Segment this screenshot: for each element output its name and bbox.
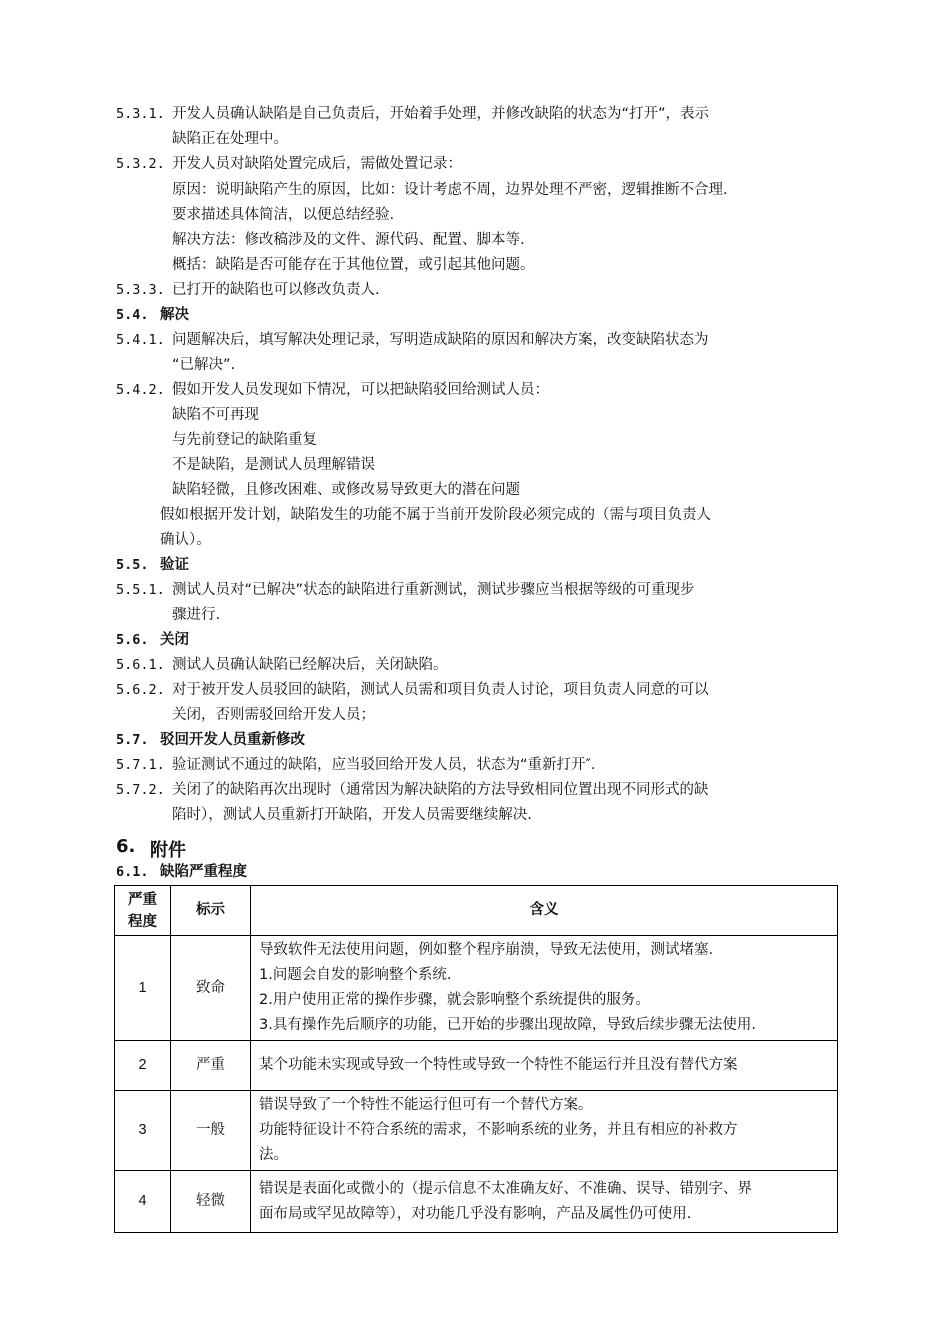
record-solution: 解决方法：修改稿涉及的文件、源代码、配置、脚本等. [172, 232, 525, 248]
item-number: 5.6.1. [116, 657, 165, 673]
reason-extra: 确认）。 [160, 532, 211, 548]
item-number: 5.3.2. [116, 156, 165, 172]
meaning-line: 导致软件无法使用问题，例如整个程序崩溃，导致无法使用，测试堵塞. [259, 942, 714, 958]
meaning-line: 错误导致了一个特性不能运行但可有一个替代方案。 [259, 1097, 593, 1113]
severity-mark: 致命 [171, 936, 251, 1041]
item-text: 开发人员确认缺陷是自己负责后，开始着手处理，并修改缺陷的状态为“打开”，表示 [172, 106, 710, 122]
item-text: “已解决”. [172, 357, 236, 373]
reason-item: 与先前登记的缺陷重复 [172, 432, 317, 448]
item-text: 测试人员对“已解决”状态的缺陷进行重新测试，测试步骤应当根据等级的可重现步 [172, 582, 695, 598]
item-number: 5.3.3. [116, 282, 165, 298]
table-row [115, 936, 838, 1041]
severity-table [114, 885, 838, 1233]
item-text: 问题解决后，填写解决处理记录，写明造成缺陷的原因和解决方案，改变缺陷状态为 [172, 332, 709, 348]
severity-mark: 一般 [171, 1091, 251, 1171]
item-text: 验证测试不通过的缺陷，应当驳回给开发人员，状态为“重新打开″. [172, 757, 596, 773]
section-title: 关闭 [160, 632, 189, 648]
chapter-title: 附件 [150, 840, 186, 861]
section-title: 驳回开发人员重新修改 [160, 732, 305, 748]
item-number: 5.4.2. [116, 382, 165, 398]
record-summary: 概括：缺陷是否可能存在于其他位置，或引起其他问题。 [172, 257, 535, 273]
meaning-line: 3.具有操作先后顺序的功能，已开始的步骤出现故障，导致后续步骤无法使用. [259, 1017, 756, 1033]
chapter-number: 6. [116, 836, 136, 857]
header-severity [115, 886, 171, 936]
reason-item: 缺陷不可再现 [172, 407, 259, 423]
section-number: 5.4. [116, 307, 149, 323]
item-text: 对于被开发人员驳回的缺陷，测试人员需和项目负责人讨论，项目负责人同意的可以 [172, 682, 709, 698]
severity-level: 2 [115, 1041, 171, 1091]
severity-level: 4 [115, 1171, 171, 1233]
header-meaning: 含义 [251, 886, 838, 936]
header-mark: 标示 [171, 886, 251, 936]
severity-meaning [251, 936, 838, 1041]
table-row [115, 1171, 838, 1233]
severity-level: 1 [115, 936, 171, 1041]
record-cause-note: 要求描述具体简洁，以便总结经验. [172, 207, 395, 223]
section-title: 验证 [160, 557, 189, 573]
meaning-line: 法。 [259, 1147, 288, 1163]
item-number: 5.3.1. [116, 106, 165, 122]
severity-mark: 轻微 [171, 1171, 251, 1233]
item-text: 假如开发人员发现如下情况，可以把缺陷驳回给测试人员： [172, 382, 549, 398]
meaning-line: 某个功能未实现或导致一个特性或导致一个特性不能运行并且没有替代方案 [259, 1057, 738, 1073]
item-text: 陷时），测试人员重新打开缺陷，开发人员需要继续解决. [172, 807, 532, 823]
header-severity-line1: 严重 [128, 891, 157, 908]
section-title: 解决 [160, 307, 189, 323]
table-row [115, 1041, 838, 1091]
meaning-line: 1.问题会自发的影响整个系统. [259, 967, 452, 983]
table-row [115, 1091, 838, 1171]
severity-mark: 严重 [171, 1041, 251, 1091]
section-number: 5.7. [116, 732, 149, 748]
item-number: 5.5.1. [116, 582, 165, 598]
severity-level: 3 [115, 1091, 171, 1171]
reason-item: 不是缺陷，是测试人员理解错误 [172, 457, 375, 473]
item-text: 关闭了的缺陷再次出现时（通常因为解决缺陷的方法导致相同位置出现不同形式的缺 [172, 782, 709, 798]
item-number: 5.7.1. [116, 757, 165, 773]
section-number: 5.6. [116, 632, 149, 648]
item-text: 已打开的缺陷也可以修改负责人. [172, 282, 380, 298]
item-text: 骤进行. [172, 607, 221, 623]
item-text: 测试人员确认缺陷已经解决后，关闭缺陷。 [172, 657, 448, 673]
section-number: 6.1. [116, 864, 149, 880]
item-text: 关闭，否则需驳回给开发人员； [172, 707, 375, 723]
item-number: 5.4.1. [116, 332, 165, 348]
meaning-line: 功能特征设计不符合系统的需求，不影响系统的业务，并且有相应的补救方 [259, 1122, 738, 1138]
record-cause: 原因：说明缺陷产生的原因，比如：设计考虑不周，边界处理不严密，逻辑推断不合理. [172, 182, 728, 198]
section-number: 5.5. [116, 557, 149, 573]
meaning-line: 面布局或罕见故障等），对功能几乎没有影响，产品及属性仍可使用. [259, 1205, 692, 1222]
header-severity-line2: 程度 [128, 913, 157, 930]
table-header-row [115, 886, 838, 936]
severity-meaning [251, 1041, 838, 1091]
item-number: 5.7.2. [116, 782, 165, 798]
item-number: 5.6.2. [116, 682, 165, 698]
reason-item: 缺陷轻微，且修改困难、或修改易导致更大的潜在问题 [172, 482, 520, 498]
severity-meaning [251, 1171, 838, 1233]
reason-extra: 假如根据开发计划，缺陷发生的功能不属于当前开发阶段必须完成的（需与项目负责人 [160, 507, 711, 523]
item-text: 开发人员对缺陷处置完成后，需做处置记录： [172, 156, 462, 172]
item-text: 缺陷正在处理中。 [172, 131, 288, 147]
severity-meaning [251, 1091, 838, 1171]
section-title: 缺陷严重程度 [160, 864, 247, 880]
meaning-line: 2.用户使用正常的操作步骤，就会影响整个系统提供的服务。 [259, 992, 650, 1008]
meaning-line: 错误是表面化或微小的（提示信息不太准确友好、不准确、误导、错别字、界 [259, 1180, 752, 1197]
